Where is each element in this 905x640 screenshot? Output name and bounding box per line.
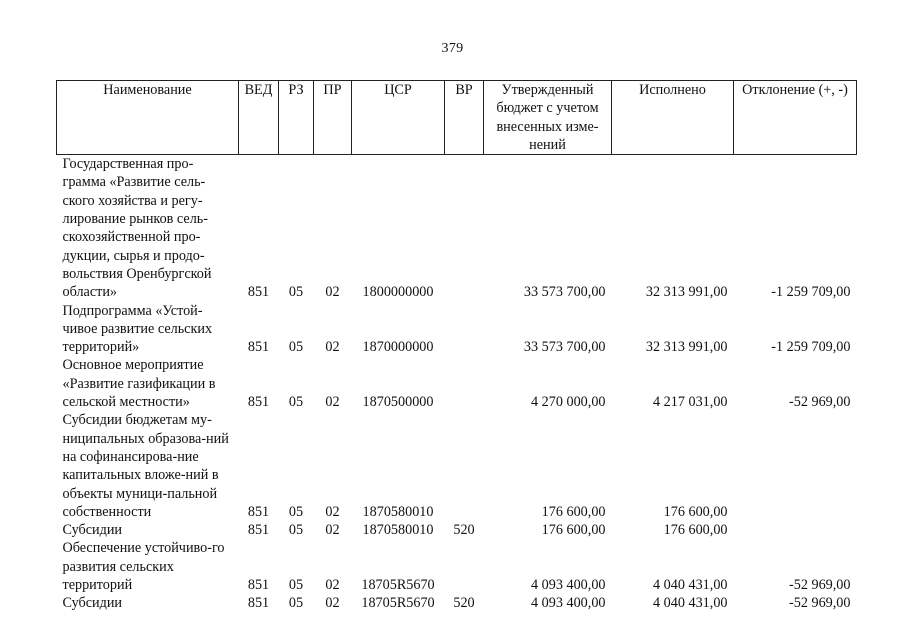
row-ved: 851 <box>247 394 270 411</box>
table-row <box>57 155 857 302</box>
table-row <box>57 411 857 521</box>
row-deviation: -52 969,00 <box>789 595 851 612</box>
row-rz: 05 <box>288 522 304 539</box>
header-approved: Утвержденный бюджет с учетом внесенных изме-нений <box>484 81 612 155</box>
row-csr: 1870000000 <box>362 339 434 356</box>
row-vr: 520 <box>453 595 475 612</box>
row-executed: 32 313 991,00 <box>645 339 728 356</box>
row-approved: 176 600,00 <box>541 503 606 520</box>
row-pr: 02 <box>325 595 340 612</box>
row-name: Подпрограмма «Устой-чивое развитие сельских территорий» <box>62 302 213 356</box>
row-approved: 4 093 400,00 <box>531 595 606 612</box>
row-deviation: -1 259 709,00 <box>771 339 851 356</box>
row-executed: 176 600,00 <box>663 522 728 539</box>
row-approved: 176 600,00 <box>541 522 606 539</box>
row-vr: 520 <box>453 522 475 539</box>
row-csr: 1800000000 <box>362 284 434 301</box>
header-rz: РЗ <box>279 81 314 155</box>
header-csr: ЦСР <box>352 81 445 155</box>
row-name: Обеспечение устойчиво-го развития сельских территорий <box>62 540 225 594</box>
row-approved: 33 573 700,00 <box>523 339 606 356</box>
table-row <box>57 302 857 357</box>
row-rz: 05 <box>288 595 304 612</box>
row-executed: 32 313 991,00 <box>645 284 728 301</box>
header-row <box>57 81 857 155</box>
header-vr: ВР <box>445 81 484 155</box>
table-row <box>57 594 857 612</box>
row-ved: 851 <box>247 339 270 356</box>
row-csr: 1870580010 <box>362 522 434 539</box>
row-pr: 02 <box>325 503 340 520</box>
row-name: Субсидии <box>62 595 123 612</box>
row-approved: 33 573 700,00 <box>523 284 606 301</box>
page-number: 379 <box>441 41 464 56</box>
row-csr: 18705R5670 <box>361 577 435 594</box>
row-csr: 18705R5670 <box>361 595 435 612</box>
row-ved: 851 <box>247 595 270 612</box>
row-rz: 05 <box>288 284 304 301</box>
row-rz: 05 <box>288 503 304 520</box>
row-executed: 176 600,00 <box>663 503 728 520</box>
header-ved: ВЕД <box>239 81 279 155</box>
table-row <box>57 539 857 594</box>
header-pr: ПР <box>314 81 352 155</box>
row-vr <box>445 302 484 357</box>
row-executed: 4 040 431,00 <box>653 595 728 612</box>
row-executed: 4 217 031,00 <box>653 394 728 411</box>
row-ved: 851 <box>247 503 270 520</box>
header-name: Наименование <box>57 81 239 155</box>
row-approved: 4 093 400,00 <box>531 577 606 594</box>
row-vr <box>445 539 484 594</box>
row-rz: 05 <box>288 339 304 356</box>
row-deviation: -52 969,00 <box>789 577 851 594</box>
row-pr: 02 <box>325 339 340 356</box>
row-ved: 851 <box>247 522 270 539</box>
row-pr: 02 <box>325 577 340 594</box>
row-rz: 05 <box>288 577 304 594</box>
table-body <box>57 155 857 613</box>
row-name: Субсидии <box>62 522 123 539</box>
row-vr <box>445 411 484 521</box>
row-ved: 851 <box>247 577 270 594</box>
table-header <box>57 81 857 155</box>
row-csr: 1870580010 <box>362 503 434 520</box>
row-name: Государственная про-грамма «Развитие сель-ского хозяйства и регу-лирование рынков сель-скохозяйственной про-дукции, сырья и продо-вольствия Оренбургской области» <box>62 156 212 301</box>
row-rz: 05 <box>288 394 304 411</box>
row-ved: 851 <box>247 284 270 301</box>
header-deviation: Отклонение (+, -) <box>734 81 857 155</box>
row-pr: 02 <box>325 522 340 539</box>
header-executed: Исполнено <box>612 81 734 155</box>
row-csr: 1870500000 <box>362 394 434 411</box>
row-approved: 4 270 000,00 <box>531 394 606 411</box>
row-deviation: -52 969,00 <box>789 394 851 411</box>
row-executed: 4 040 431,00 <box>653 577 728 594</box>
budget-execution-table <box>56 80 857 613</box>
row-pr: 02 <box>325 394 340 411</box>
row-name: Субсидии бюджетам му-ниципальных образова-ний на софинансирова-ние капитальных вложе-ний в объекты муници-пальной собственности <box>62 412 229 520</box>
row-vr <box>445 356 484 411</box>
table-row <box>57 356 857 411</box>
row-deviation <box>734 521 857 539</box>
row-name: Основное мероприятие «Развитие газификации в сельской местности» <box>62 357 216 411</box>
table-row <box>57 521 857 539</box>
row-deviation <box>734 411 857 521</box>
row-deviation: -1 259 709,00 <box>771 284 851 301</box>
row-vr <box>445 155 484 302</box>
row-pr: 02 <box>325 284 340 301</box>
